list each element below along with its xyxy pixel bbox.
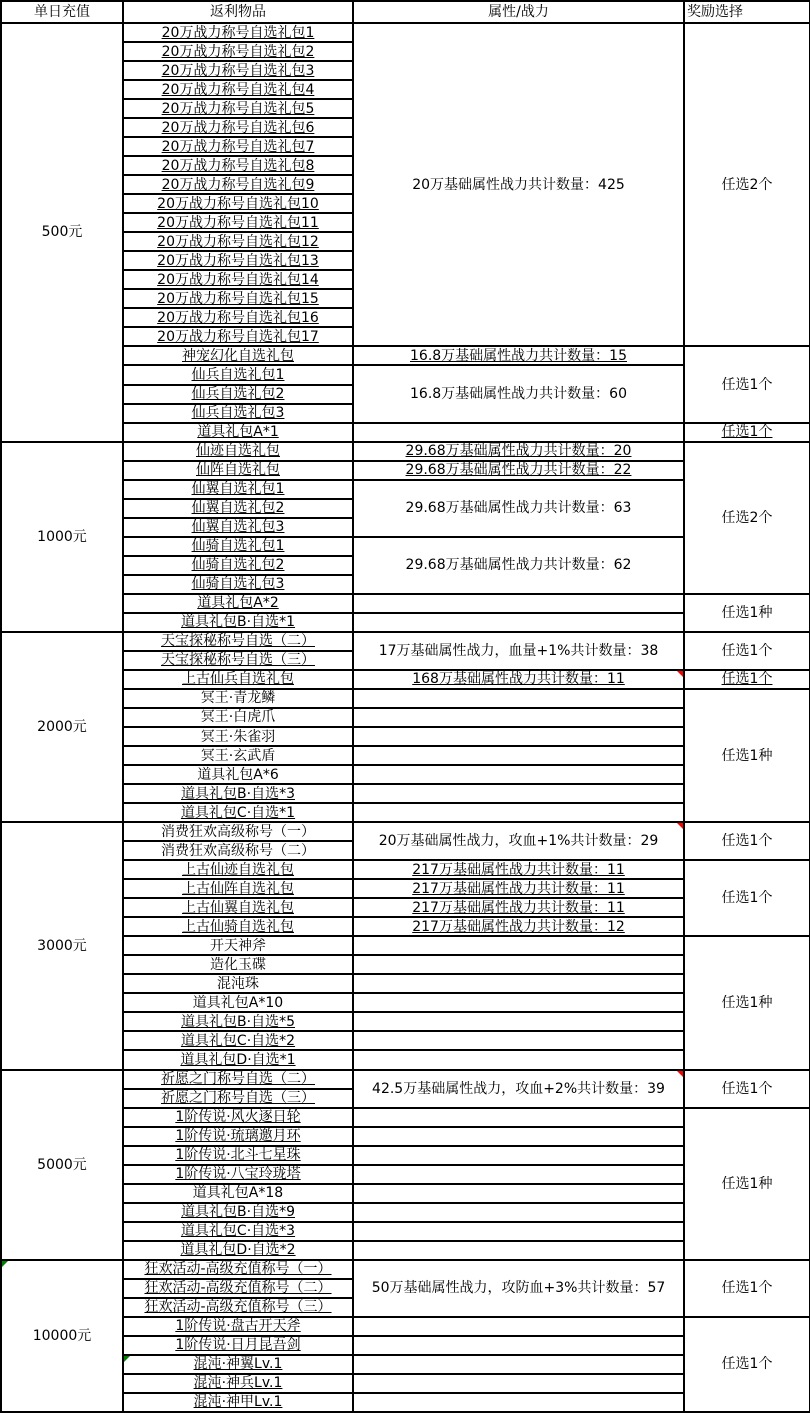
attr-cell[interactable]: [354, 1261, 683, 1316]
item-cell-label: 混沌·神兵Lv.1: [193, 1375, 283, 1392]
attr-cell[interactable]: [354, 1318, 683, 1335]
item-cell-label: 仙兵自选礼包3: [191, 405, 285, 422]
item-cell[interactable]: [124, 214, 352, 231]
item-cell-label: 20万战力称号自选礼包7: [161, 138, 315, 155]
item-cell[interactable]: [124, 994, 352, 1011]
attr-cell[interactable]: [354, 823, 683, 859]
item-cell[interactable]: [124, 1071, 352, 1088]
item-cell-label: 道具礼包B·自选*5: [181, 1013, 295, 1030]
item-cell-label: 1阶传说·风火逐日轮: [175, 1109, 301, 1126]
attr-cell[interactable]: [354, 424, 683, 441]
item-cell[interactable]: [124, 538, 352, 555]
reward-cell[interactable]: [685, 24, 809, 345]
item-cell[interactable]: [124, 62, 352, 79]
item-cell-label: 20万战力称号自选礼包3: [161, 62, 315, 79]
item-cell[interactable]: [124, 595, 352, 612]
reward-cell[interactable]: [685, 347, 809, 421]
item-cell-label: 冥王·朱雀羽: [200, 728, 276, 745]
attr-cell[interactable]: [354, 1356, 683, 1373]
attr-cell[interactable]: [354, 690, 683, 707]
item-cell-label: 20万战力称号自选礼包8: [161, 157, 315, 174]
item-cell[interactable]: [124, 43, 352, 60]
item-cell[interactable]: [124, 1223, 352, 1240]
item-cell[interactable]: [124, 1337, 352, 1354]
item-cell-label: 1阶传说·八宝玲珑塔: [175, 1166, 301, 1183]
item-cell-label: 道具礼包B·自选*1: [181, 614, 295, 631]
item-cell-label: 仙翼自选礼包2: [191, 500, 285, 517]
item-cell[interactable]: [124, 252, 352, 269]
reward-cell-label: 任选1个: [721, 1280, 773, 1297]
item-cell[interactable]: [124, 519, 352, 536]
item-cell-label: 20万战力称号自选礼包15: [157, 290, 319, 307]
edited-flag-icon: [124, 1356, 130, 1362]
attr-cell-label: 42.5万基础属性战力，攻血+2%共计数量：39: [372, 1080, 665, 1097]
item-cell-label: 20万战力称号自选礼包2: [161, 43, 315, 60]
attr-cell[interactable]: [354, 1128, 683, 1145]
attr-cell-label: 217万基础属性战力共计数量：11: [412, 861, 625, 878]
attr-cell-label: 217万基础属性战力共计数量：11: [412, 880, 625, 897]
item-cell[interactable]: [124, 405, 352, 422]
reward-cell-label: 任选1个: [721, 671, 773, 688]
attr-cell[interactable]: [354, 956, 683, 973]
attr-cell-label: 217万基础属性战力共计数量：12: [412, 918, 625, 935]
item-cell[interactable]: [124, 328, 352, 345]
item-cell[interactable]: [124, 766, 352, 783]
item-cell[interactable]: [124, 709, 352, 726]
attr-cell[interactable]: [354, 614, 683, 631]
attr-cell[interactable]: [354, 937, 683, 954]
item-cell[interactable]: [124, 785, 352, 802]
reward-cell-label: 任选1种: [721, 604, 773, 621]
item-cell-label: 仙骑自选礼包2: [191, 557, 285, 574]
item-cell[interactable]: [124, 481, 352, 498]
attr-cell-label: 16.8万基础属性战力共计数量：60: [410, 386, 627, 403]
item-cell-label: 仙骑自选礼包1: [191, 538, 285, 555]
reward-cell-label: 任选1个: [721, 1356, 773, 1373]
item-cell-label: 开天神斧: [210, 937, 266, 954]
attr-cell-label: 50万基础属性战力，攻防血+3%共计数量：57: [371, 1280, 666, 1297]
item-cell-label: 仙骑自选礼包3: [191, 576, 285, 593]
attr-cell-label: 17万基础属性战力，血量+1%共计数量：38: [378, 642, 659, 659]
item-cell-label: 20万战力称号自选礼包11: [157, 214, 319, 231]
attr-cell-label: 29.68万基础属性战力共计数量：63: [405, 500, 632, 517]
attr-cell-label: 29.68万基础属性战力共计数量：22: [405, 462, 632, 479]
item-cell[interactable]: [124, 1394, 352, 1411]
item-cell[interactable]: [124, 1261, 352, 1278]
attr-cell-label: 20万基础属性战力，攻血+1%共计数量：29: [378, 833, 659, 850]
comment-marker-icon: [677, 671, 683, 677]
reward-cell[interactable]: [685, 1071, 809, 1107]
item-cell[interactable]: [124, 100, 352, 117]
attr-cell[interactable]: [354, 24, 683, 345]
reward-cell-label: 任选1个: [721, 376, 773, 393]
item-cell-label: 祈愿之门称号自选（二）: [161, 1071, 315, 1088]
item-cell-label: 混沌·神翼Lv.1: [193, 1356, 283, 1373]
attr-cell-label: 29.68万基础属性战力共计数量：62: [405, 557, 632, 574]
item-cell[interactable]: [124, 1147, 352, 1164]
item-cell-label: 祈愿之门称号自选（三）: [161, 1090, 315, 1107]
reward-cell-label: 任选1种: [721, 747, 773, 764]
reward-cell[interactable]: [685, 1109, 809, 1259]
item-cell-label: 冥王·玄武盾: [200, 747, 276, 764]
item-cell[interactable]: [124, 861, 352, 878]
reward-cell[interactable]: [685, 443, 809, 593]
recharge-cell-label: 5000元: [37, 1156, 87, 1173]
attr-cell-label: 168万基础属性战力共计数量：11: [412, 671, 625, 688]
reward-cell[interactable]: [685, 1318, 809, 1411]
reward-cell[interactable]: [685, 861, 809, 935]
item-cell-label: 20万战力称号自选礼包12: [157, 233, 319, 250]
item-cell-label: 20万战力称号自选礼包5: [161, 100, 315, 117]
reward-cell-label: 任选2个: [721, 176, 773, 193]
item-cell[interactable]: [124, 1032, 352, 1049]
item-cell-label: 20万战力称号自选礼包6: [161, 119, 315, 136]
item-cell-label: 20万战力称号自选礼包4: [161, 81, 315, 98]
item-cell[interactable]: [124, 347, 352, 364]
item-cell[interactable]: [124, 271, 352, 288]
item-cell-label: 道具礼包A*1: [197, 424, 279, 441]
item-cell-label: 道具礼包A*10: [192, 994, 284, 1011]
item-cell[interactable]: [124, 309, 352, 326]
item-cell-label: 仙迹自选礼包: [196, 443, 280, 460]
attr-cell[interactable]: [354, 1185, 683, 1202]
recharge-cell-label: 500元: [41, 224, 83, 241]
item-cell-label: 狂欢活动-高级充值称号（二）: [144, 1280, 332, 1297]
item-cell[interactable]: [124, 557, 352, 574]
item-cell[interactable]: [124, 233, 352, 250]
attr-cell[interactable]: [354, 1071, 683, 1107]
item-cell[interactable]: [124, 690, 352, 707]
item-cell-label: 仙兵自选礼包1: [191, 367, 285, 383]
attr-cell[interactable]: [354, 1394, 683, 1411]
item-cell-label: 消费狂欢高级称号（一）: [161, 823, 315, 840]
reward-cell-label: 任选1个: [721, 424, 773, 441]
reward-cell-label: 任选1个: [721, 890, 773, 907]
item-cell-label: 狂欢活动-高级充值称号（一）: [144, 1261, 332, 1278]
item-cell-label: 道具礼包A*6: [197, 766, 279, 783]
item-cell-label: 1阶传说·北斗七星珠: [175, 1147, 301, 1164]
item-cell-label: 造化玉碟: [210, 956, 266, 973]
item-cell[interactable]: [124, 386, 352, 403]
edited-flag-icon: [2, 1261, 8, 1267]
attr-cell[interactable]: [354, 347, 683, 364]
item-cell-label: 仙翼自选礼包1: [191, 481, 285, 498]
item-cell[interactable]: [124, 176, 352, 193]
item-cell[interactable]: [124, 366, 352, 383]
item-cell[interactable]: [124, 138, 352, 155]
item-cell-label: 1阶传说·盘古开天斧: [175, 1318, 301, 1335]
item-cell-label: 20万战力称号自选礼包10: [157, 195, 319, 212]
item-cell-label: 道具礼包C·自选*1: [180, 804, 296, 821]
item-cell-label: 道具礼包D·自选*2: [180, 1242, 296, 1259]
attr-cell[interactable]: [354, 728, 683, 745]
item-cell[interactable]: [124, 918, 352, 935]
attr-cell[interactable]: [354, 1242, 683, 1259]
item-cell-label: 天宝探秘称号自选（三）: [161, 652, 315, 669]
recharge-cell-label: 3000元: [37, 937, 87, 954]
attr-cell[interactable]: [354, 975, 683, 992]
item-cell[interactable]: [124, 728, 352, 745]
recharge-cell[interactable]: [2, 1261, 122, 1411]
item-cell[interactable]: [124, 1013, 352, 1030]
item-cell[interactable]: [124, 1318, 352, 1335]
header-cell-reward-choice[interactable]: [685, 2, 809, 22]
attr-cell[interactable]: [354, 880, 683, 897]
item-cell[interactable]: [124, 671, 352, 688]
recharge-cell-label: 2000元: [37, 719, 87, 735]
item-cell[interactable]: [124, 1299, 352, 1316]
reward-cell-label: 任选1个: [721, 1080, 773, 1097]
item-cell-label: 1阶传说·日月昆吾剑: [175, 1337, 301, 1354]
attr-cell-label: 20万基础属性战力共计数量：425: [412, 176, 625, 193]
attr-cell[interactable]: [354, 918, 683, 935]
attr-cell-label: 29.68万基础属性战力共计数量：20: [405, 443, 632, 460]
attr-cell[interactable]: [354, 804, 683, 821]
item-cell[interactable]: [124, 462, 352, 479]
item-cell-label: 仙翼自选礼包3: [191, 519, 285, 536]
item-cell[interactable]: [124, 424, 352, 441]
item-cell[interactable]: [124, 956, 352, 973]
item-cell[interactable]: [124, 1051, 352, 1068]
item-cell-label: 道具礼包C·自选*3: [180, 1223, 296, 1240]
item-cell[interactable]: [124, 1204, 352, 1221]
attr-cell[interactable]: [354, 443, 683, 460]
attr-cell[interactable]: [354, 1032, 683, 1049]
item-cell[interactable]: [124, 652, 352, 669]
item-cell-label: 道具礼包B·自选*3: [181, 785, 295, 802]
item-cell-label: 道具礼包A*18: [192, 1185, 284, 1202]
item-cell[interactable]: [124, 1356, 352, 1373]
comment-marker-icon: [677, 823, 683, 829]
attr-cell[interactable]: [354, 1166, 683, 1183]
reward-cell-label: 任选1种: [721, 1175, 773, 1192]
attr-cell[interactable]: [354, 1147, 683, 1164]
item-cell[interactable]: [124, 195, 352, 212]
attr-cell-label: 16.8万基础属性战力共计数量：15: [410, 347, 627, 364]
attr-cell[interactable]: [354, 538, 683, 593]
item-cell[interactable]: [124, 1109, 352, 1126]
header-cell-rebate-items-label: 返利物品: [210, 4, 266, 20]
recharge-cell[interactable]: [2, 443, 122, 631]
item-cell[interactable]: [124, 1128, 352, 1145]
item-cell[interactable]: [124, 24, 352, 41]
item-cell[interactable]: [124, 576, 352, 593]
item-cell[interactable]: [124, 899, 352, 916]
item-cell-label: 20万战力称号自选礼包13: [157, 252, 319, 269]
reward-cell-label: 任选2个: [721, 509, 773, 526]
attr-cell[interactable]: [354, 671, 683, 688]
attr-cell[interactable]: [354, 1109, 683, 1126]
item-cell-label: 20万战力称号自选礼包1: [161, 24, 315, 41]
attr-cell[interactable]: [354, 462, 683, 479]
item-cell-label: 冥王·白虎爪: [200, 709, 276, 726]
item-cell[interactable]: [124, 157, 352, 174]
attr-cell[interactable]: [354, 861, 683, 878]
reward-cell-label: 任选1个: [721, 833, 773, 850]
header-cell-rebate-items[interactable]: [124, 2, 352, 22]
attr-cell[interactable]: [354, 994, 683, 1011]
item-cell-label: 20万战力称号自选礼包14: [157, 271, 319, 288]
item-cell[interactable]: [124, 633, 352, 650]
recharge-cell[interactable]: [2, 633, 122, 821]
recharge-cell-label: 1000元: [37, 528, 87, 545]
item-cell[interactable]: [124, 842, 352, 859]
recharge-cell[interactable]: [2, 24, 122, 441]
item-cell[interactable]: [124, 823, 352, 840]
attr-cell[interactable]: [354, 1223, 683, 1240]
header-cell-recharge-label: 单日充值: [34, 4, 90, 20]
attr-cell[interactable]: [354, 1337, 683, 1354]
recharge-cell[interactable]: [2, 1071, 122, 1259]
item-cell-label: 道具礼包A*2: [197, 595, 279, 612]
reward-cell[interactable]: [685, 595, 809, 631]
item-cell[interactable]: [124, 443, 352, 460]
item-cell-label: 20万战力称号自选礼包16: [157, 309, 319, 326]
reward-cell[interactable]: [685, 633, 809, 669]
item-cell-label: 仙阵自选礼包: [196, 462, 280, 479]
item-cell-label: 上古仙骑自选礼包: [182, 918, 294, 935]
item-cell[interactable]: [124, 975, 352, 992]
reward-cell[interactable]: [685, 671, 809, 688]
item-cell-label: 消费狂欢高级称号（二）: [161, 842, 315, 859]
reward-cell-label: 任选1个: [721, 642, 773, 659]
recharge-cell-label: 10000元: [32, 1327, 92, 1344]
item-cell[interactable]: [124, 1242, 352, 1259]
item-cell-label: 冥王·青龙鳞: [200, 690, 276, 707]
item-cell[interactable]: [124, 804, 352, 821]
attr-cell[interactable]: [354, 785, 683, 802]
reward-cell[interactable]: [685, 690, 809, 821]
item-cell-label: 道具礼包D·自选*1: [180, 1051, 296, 1068]
item-cell-label: 上古仙兵自选礼包: [182, 671, 294, 688]
comment-marker-icon: [677, 1071, 683, 1077]
attr-cell[interactable]: [354, 1375, 683, 1392]
item-cell[interactable]: [124, 500, 352, 517]
item-cell-label: 狂欢活动-高级充值称号（三）: [144, 1299, 332, 1316]
reward-cell[interactable]: [685, 937, 809, 1068]
attr-cell[interactable]: [354, 1051, 683, 1068]
item-cell-label: 仙兵自选礼包2: [191, 386, 285, 403]
attr-cell[interactable]: [354, 481, 683, 536]
header-cell-attributes[interactable]: [354, 2, 683, 22]
item-cell[interactable]: [124, 119, 352, 136]
reward-cell[interactable]: [685, 424, 809, 441]
attr-cell[interactable]: [354, 595, 683, 612]
reward-cell-label: 任选1种: [721, 994, 773, 1011]
item-cell[interactable]: [124, 1166, 352, 1183]
item-cell[interactable]: [124, 1375, 352, 1392]
header-cell-recharge[interactable]: [2, 2, 122, 22]
item-cell-label: 20万战力称号自选礼包17: [157, 328, 319, 345]
item-cell-label: 上古仙阵自选礼包: [182, 880, 294, 897]
item-cell-label: 混沌珠: [217, 975, 259, 992]
attr-cell-label: 217万基础属性战力共计数量：11: [412, 899, 625, 916]
item-cell[interactable]: [124, 747, 352, 764]
item-cell[interactable]: [124, 1185, 352, 1202]
header-cell-reward-choice-label: 奖励选择: [687, 4, 743, 20]
item-cell-label: 1阶传说·琉璃邀月环: [175, 1128, 301, 1145]
item-cell-label: 混沌·神甲Lv.1: [193, 1394, 283, 1411]
item-cell-label: 天宝探秘称号自选（二）: [161, 633, 315, 650]
item-cell-label: 道具礼包B·自选*9: [181, 1204, 295, 1221]
attr-cell[interactable]: [354, 1013, 683, 1030]
recharge-cell[interactable]: [2, 823, 122, 1068]
item-cell-label: 上古仙翼自选礼包: [182, 899, 294, 916]
item-cell-label: 20万战力称号自选礼包9: [161, 176, 315, 193]
attr-cell[interactable]: [354, 633, 683, 669]
item-cell-label: 上古仙迹自选礼包: [182, 861, 294, 878]
item-cell[interactable]: [124, 880, 352, 897]
attr-cell[interactable]: [354, 366, 683, 421]
attr-cell[interactable]: [354, 747, 683, 764]
reward-cell[interactable]: [685, 823, 809, 859]
header-cell-attributes-label: 属性/战力: [488, 4, 549, 20]
item-cell[interactable]: [124, 937, 352, 954]
attr-cell[interactable]: [354, 1204, 683, 1221]
attr-cell[interactable]: [354, 766, 683, 783]
item-cell[interactable]: [124, 1280, 352, 1297]
table-grid: [2, 2, 809, 1411]
item-cell[interactable]: [124, 290, 352, 307]
item-cell-label: 道具礼包C·自选*2: [180, 1032, 296, 1049]
item-cell-label: 神宠幻化自选礼包: [182, 347, 294, 364]
item-cell[interactable]: [124, 1090, 352, 1107]
item-cell[interactable]: [124, 614, 352, 631]
reward-cell[interactable]: [685, 1261, 809, 1316]
item-cell[interactable]: [124, 81, 352, 98]
attr-cell[interactable]: [354, 709, 683, 726]
attr-cell[interactable]: [354, 899, 683, 916]
